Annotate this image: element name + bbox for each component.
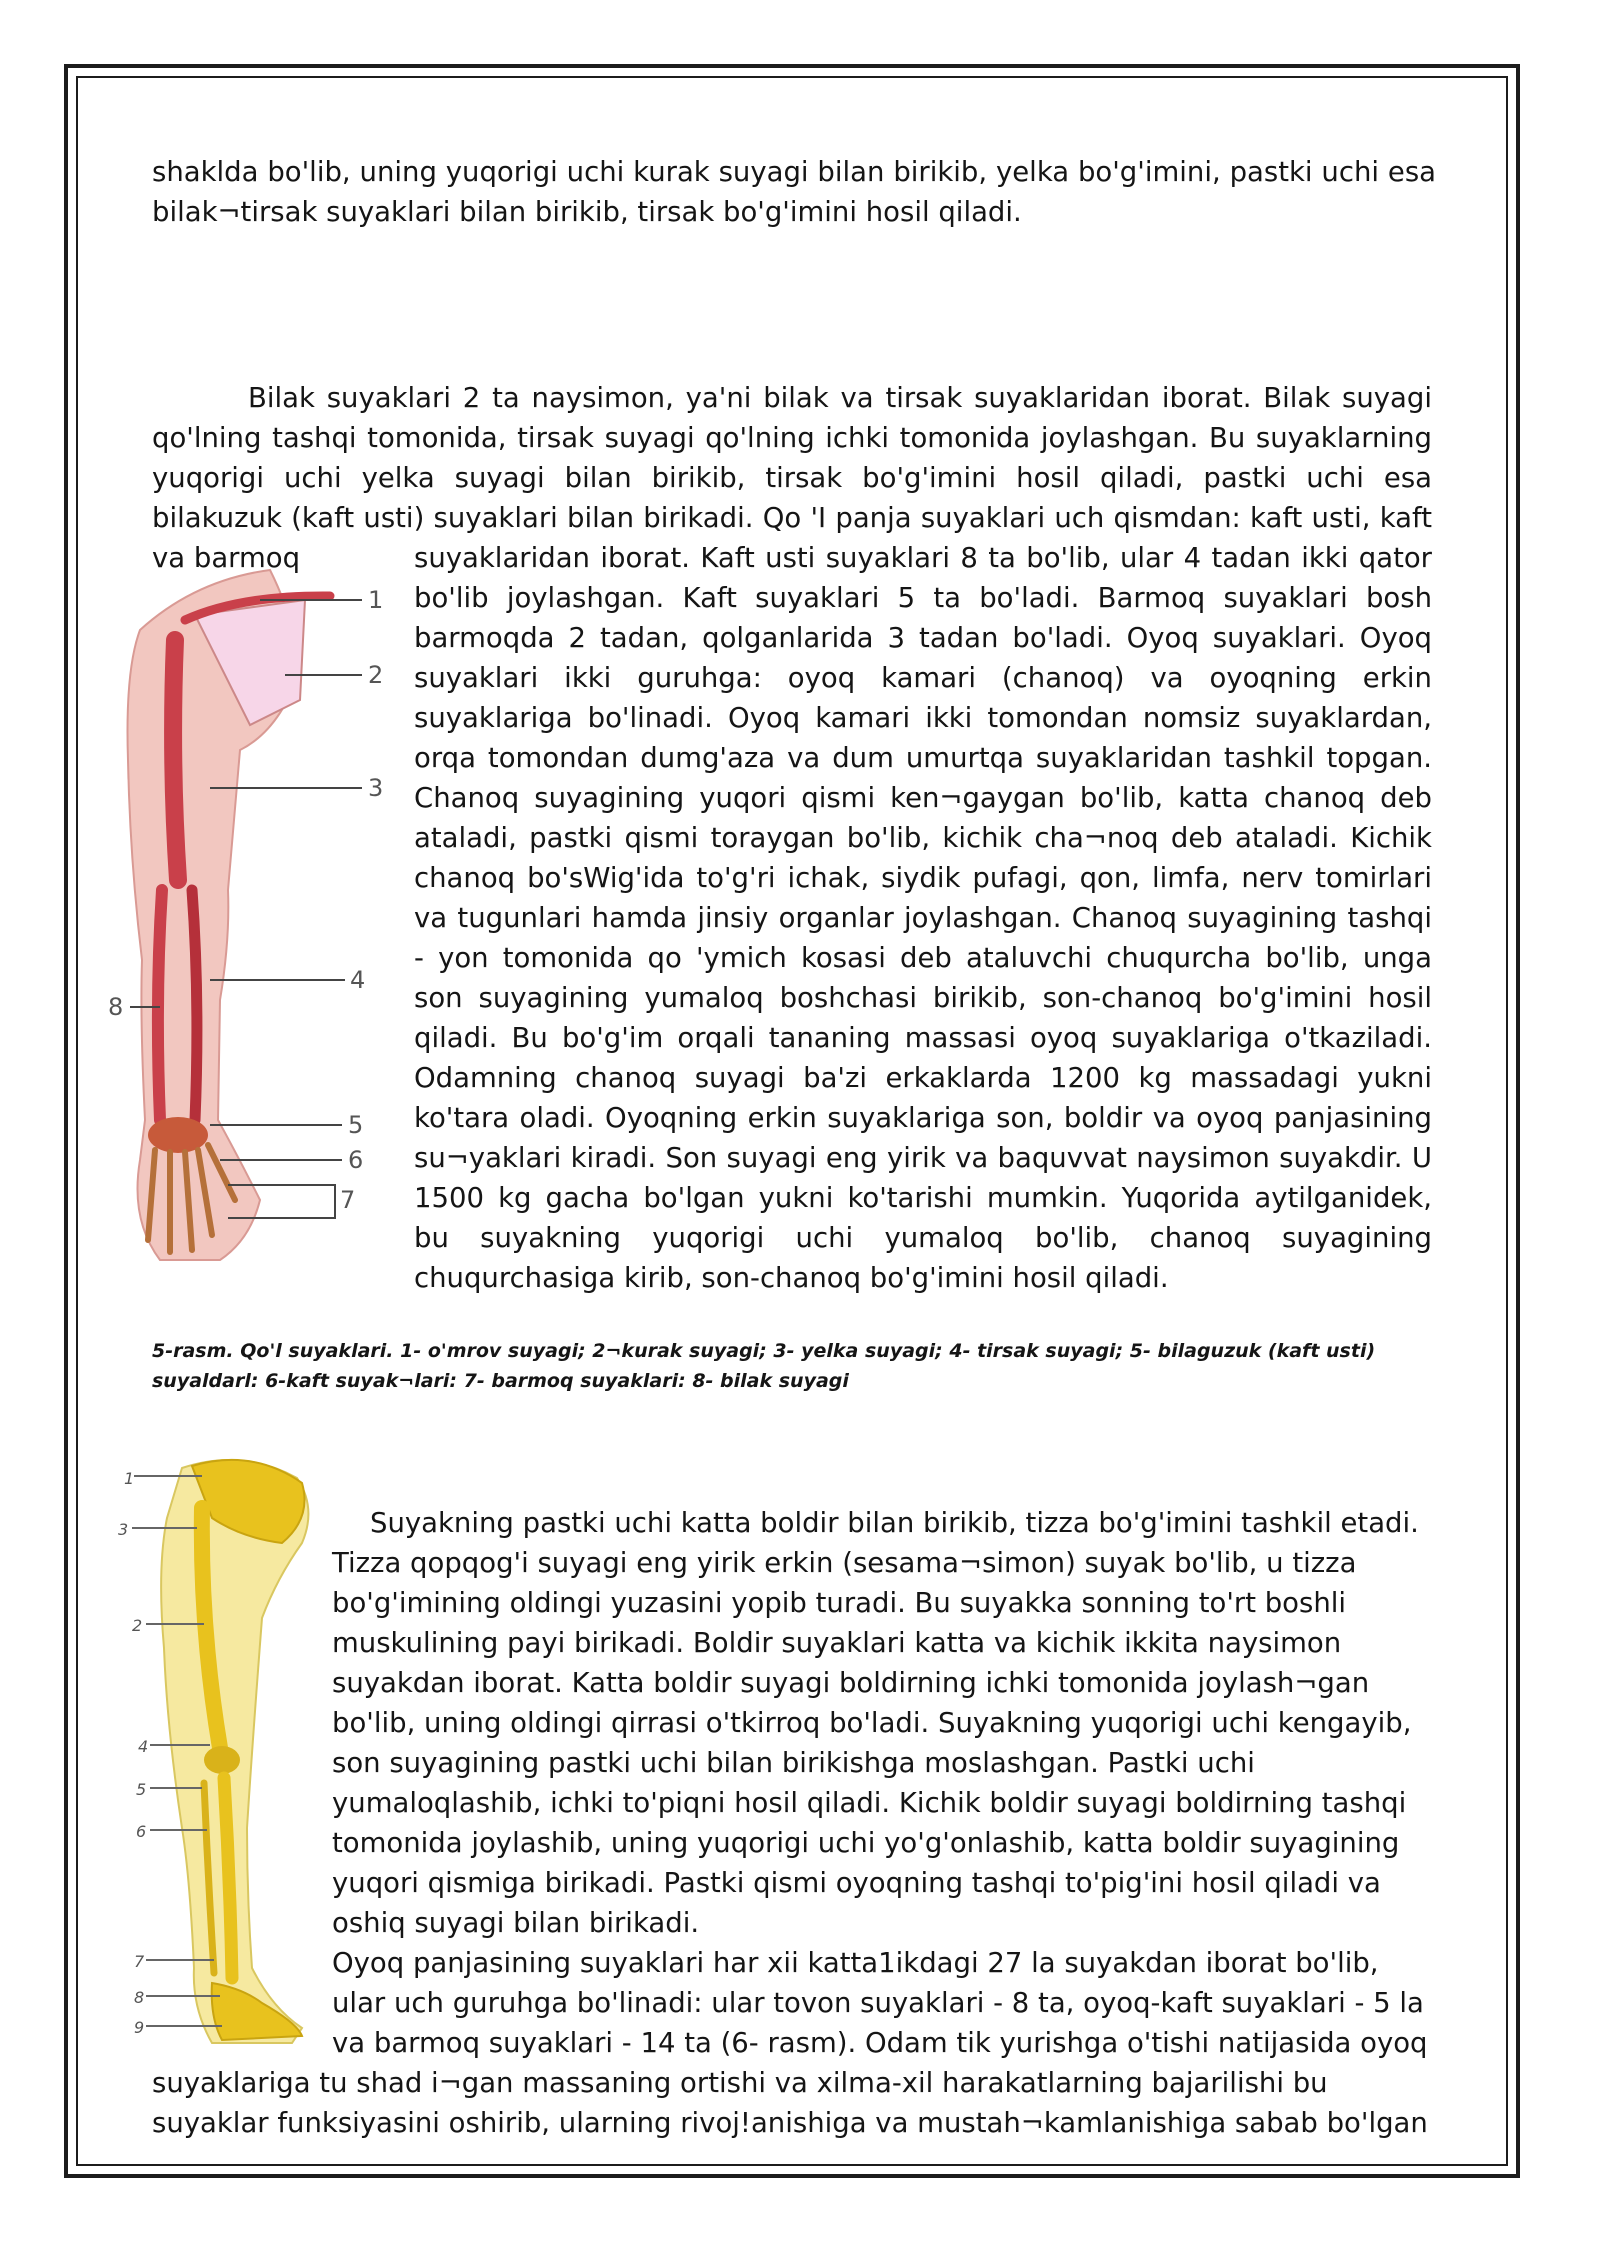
figure-5-caption: 5-rasm. Qo'l suyaklari. 1- o'mrov suyagi; 2¬kurak suyagi; 3- yelka suyagi; 4- tirsak suyagi; 5- bilaguzuk (kaft usti) suyaldarl: 6-kaft suyak¬lari: 7- barmoq suyaklari: 8- bilak suyagi <box>152 1340 1376 1392</box>
arm-paragraph-narrow: suyaklaridan iborat. Kaft usti suyaklari 8 ta bo'lib, ular 4 tadan ikki qator bo'lib joylashgan. Kaft suyaklari 5 ta bo'ladi. Barmoq suyaklari bosh barmoqda 2 tadan, qolganlarida 3 tadan bo'ladi. Oyoq suyaklari. Oyoq suyaklari ikki guruhga: oyoq kamari (chanoq) va oyoqning erkin suyaklariga bo'linadi. Oyoq kamari ikki tomondan nomsiz suyaklardan, orqa tomondan dumg'aza va dum umurtqa suyaklaridan tashkil topgan. Chanoq suyagining yuqori qismi ken¬gaygan bo'lib, katta chanoq deb ataladi, pastki qismi toraygan bo'lib, kichik cha¬noq deb ataladi. Kichik chanoq bo'sWig'ida to'g'ri ichak, siydik pufagi, qon, limfa, nerv tomirlari va tugunlari hamda jinsiy organlar joylashgan. Chanoq suyagining tashqi - yon tomonida qo 'ymich kosasi deb ataluvchi chuqurcha bo'lib, unga son suyagining yumaloq boshchasi birikib, son-chanoq bo'g'imini hosil qiladi. Bu bo'g'im orqali tananing massasi oyoq suyaklariga o'tkaziladi. Odamning chanoq suyagi ba'zi erkaklarda 1200 kg massadagi yukni ko'tara oladi. Oyoqning erkin suyaklariga son, boldir va oyoq panjasining su¬yaklari kiradi. Son suyagi eng yirik va baquvvat naysimon suyakdir. U 1500 kg gacha bo'lgan yukni ko'tarishi mumkin. Yuqorida aytilganidek, bu suyakning yuqorigi uchi yumaloq bo'lib, chanoq suyagining chuqurchasiga kirib, son-chanoq bo'g'imini hosil qiladi. <box>414 542 1432 1294</box>
arm-label-6: 6 <box>348 1146 364 1174</box>
leg-paragraph-3: suyaklariga tu shad i¬gan massaning ortishi va xilma-xil harakatlarning bajarilishi bu suyaklar funksiyasini oshirib, ularning rivoj!anishiga va mustah¬kamlanishiga sabab bo'lgan <box>152 2067 1428 2139</box>
leg-paragraph-1: Suyakning pastki uchi katta boldir bilan birikib, tizza bo'g'imini tashkil etadi. Tizza qopqog'i suyagi eng yirik erkin (sesama¬simon) suyak bo'lib, u tizza bo'g'imining oldingi yuzasini yopib turadi. Bu suyakka sonning to'rt boshli muskulining payi birikadi. Boldir suyaklari katta va kichik ikkita naysimon suyakdan iborat. Katta boldir suyagi boldirning ichki tomonida joylash¬gan bo'lib, uning oldingi qirrasi o'tkirroq bo'ladi. Suyakning yuqorigi uchi kengayib, son suyagining pastki uchi bilan birikishga moslashgan. Pastki uchi yumaloqlashib, ichki to'piqni hosil qiladi. Kichik boldir suyagi boldirning tashqi tomonida joylashib, uning yuqorigi uchi yo'g'onlashib, katta boldir suyagining yuqori qismiga birikadi. Pastki qismi oyoqning tashqi to'pig'ini hosil qiladi va oshiq suyagi bilan birikadi. <box>332 1507 1419 1939</box>
arm-bones-figure <box>100 560 400 1266</box>
patella-shape <box>204 1746 240 1774</box>
leg-label-3: 3 <box>118 1520 129 1539</box>
arm-label-3: 3 <box>368 774 384 802</box>
tibia-shape <box>224 1778 232 1978</box>
leg-label-7: 7 <box>134 1952 145 1971</box>
leg-label-5: 5 <box>136 1780 147 1799</box>
ulna-shape <box>192 890 197 1120</box>
arm-label-8: 8 <box>108 993 124 1021</box>
top-paragraph: shaklda bo'lib, uning yuqorigi uchi kurak suyagi bilan birikib, yelka bo'g'imini, pastki uchi esa bilak¬tirsak suyaklari bilan birikib, tirsak bo'g'imini hosil qiladi. <box>152 156 1436 228</box>
leg-label-9: 9 <box>134 2018 145 2037</box>
arm-paragraph-wide: Bilak suyaklari 2 ta naysimon, ya'ni bilak va tirsak suyaklaridan iborat. Bilak suyagi qo'lning tashqi tomonida, tirsak suyagi qo'lning ichki tomonida joylashgan. Bu suyaklarning yuqorigi uchi yelka suyagi bilan birikib, tirsak bo'g'imini hosil qiladi, pastki uchi esa bilakuzuk (kaft usti) suyaklari bilan birikadi. Qo 'I panja suyaklari uch qismdan: kaft usti, kaft va barmoq <box>152 382 1432 574</box>
leg-label-6: 6 <box>136 1822 147 1841</box>
radius-shape <box>158 890 162 1120</box>
leg-label-4: 4 <box>138 1737 149 1756</box>
leg-label-1: 1 <box>124 1469 135 1488</box>
arm-label-7: 7 <box>340 1186 356 1214</box>
humerus-shape <box>173 640 178 880</box>
arm-label-1: 1 <box>368 586 384 614</box>
leg-bones-figure <box>112 1448 342 2048</box>
arm-label-2: 2 <box>368 661 384 689</box>
leg-label-2: 2 <box>132 1616 143 1635</box>
leg-label-8: 8 <box>134 1988 145 2007</box>
arm-label-5: 5 <box>348 1111 364 1139</box>
arm-label-4: 4 <box>350 966 366 994</box>
leg-paragraph-2: Oyoq panjasining suyaklari har xii katta1ikdagi 27 la suyakdan iborat bo'lib, ular uch guruhga bo'linadi: ular tovon suyaklari - 8 ta, oyoq-kaft suyaklari - 5 la va barmoq suyaklari - 14 ta (6- rasm). Odam tik yurishga o'tishi natijasida oyoq <box>332 1947 1428 2059</box>
